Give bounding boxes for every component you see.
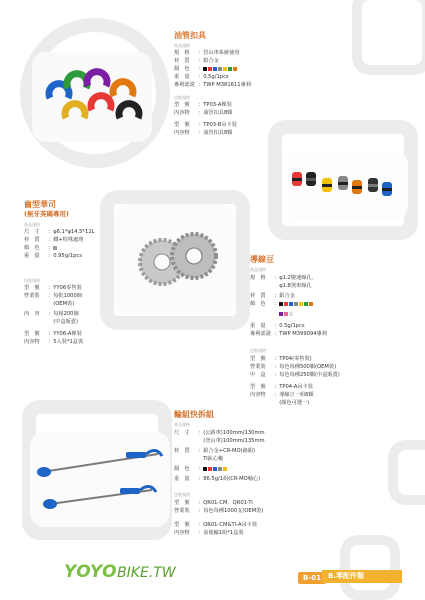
spec-value: ：86.5g/1組(CR-MO軸心)	[198, 476, 261, 482]
spec-value: ：	[198, 466, 204, 472]
pack-row	[250, 372, 340, 379]
pack-key: 型 號	[24, 285, 40, 291]
bead-spec-title: 產品規格	[250, 267, 266, 272]
pack-value: ：油管扣具8顆	[198, 110, 233, 116]
skewer-spec-title: 產品規格	[174, 422, 190, 427]
spec-value: ：φ1.2變速線孔、	[274, 275, 317, 281]
spec-row	[24, 229, 95, 236]
spec-row	[174, 456, 223, 463]
spec-row	[24, 237, 83, 244]
clamp-orange	[113, 82, 133, 96]
pack-key: 型 號	[174, 102, 190, 108]
color-swatch	[213, 67, 217, 71]
spec-key: 材 質	[24, 237, 40, 243]
color-swatch	[309, 302, 313, 306]
color-swatch	[203, 67, 207, 71]
brand-bike: BIKE.TW	[117, 565, 176, 581]
pack-key: 內容物	[174, 110, 190, 116]
pack-value: ：TP03-A裸裝	[198, 102, 232, 108]
spec-key: 顏 色	[24, 245, 40, 251]
clamp-spec-title: 產品規格	[174, 43, 190, 48]
spec-key: 重 量	[250, 323, 266, 329]
pack-value: ：每色每種500顆(OEM裝)	[274, 364, 337, 370]
pack-value: ：5入裝*1盒裝	[48, 339, 84, 345]
pack-row	[24, 293, 82, 300]
deco-square-right	[388, 440, 425, 505]
spec-row	[250, 331, 327, 338]
clamp-title: 油管扣具	[174, 31, 206, 40]
clamp-black	[119, 104, 139, 118]
color-swatch	[289, 312, 293, 316]
color-swatch	[208, 67, 212, 71]
color-swatch	[208, 467, 212, 471]
color-swatch	[294, 302, 298, 306]
color-swatch	[223, 67, 227, 71]
spec-key: 重 量	[174, 476, 190, 482]
spec-value: ：TWP M399094專利	[274, 331, 327, 337]
brand-logo	[64, 562, 176, 582]
washer-pack-title: 包裝規格	[24, 278, 40, 283]
pack-key: 型 號	[174, 122, 190, 128]
spec-row	[174, 74, 229, 81]
color-swatches	[203, 66, 238, 72]
bead-yellow	[322, 178, 332, 192]
clamp-purple	[87, 72, 107, 86]
spec-key: 尺 寸	[24, 229, 40, 235]
clamp-pack-title: 包裝規格	[174, 95, 190, 100]
spec-value: ：0.5g/1pcs	[274, 323, 305, 329]
bead-gray	[338, 176, 348, 190]
spec-value: ：	[198, 66, 204, 72]
spec-value: ：φ6.1*φ14.5*12L	[48, 229, 95, 235]
spec-value: ：鋁合金	[274, 293, 295, 299]
pack-row	[24, 339, 83, 346]
color-swatch	[279, 312, 283, 316]
pack-row	[24, 301, 74, 308]
pack-key: 內容物	[174, 130, 190, 136]
pack-row	[174, 130, 232, 137]
spec-key: 重 量	[174, 74, 190, 80]
pack-row	[24, 319, 78, 326]
spec-key: 規 格	[250, 275, 266, 281]
pack-row	[174, 500, 253, 507]
pack-value: ：TP04(零售裝)	[274, 356, 312, 362]
color-swatches	[279, 311, 294, 317]
spec-value: Ti鈦心軸	[198, 456, 224, 462]
pack-row	[250, 364, 336, 371]
color-swatch	[289, 302, 293, 306]
color-swatch	[213, 467, 217, 471]
color-swatch	[228, 67, 232, 71]
spec-row	[174, 448, 255, 455]
pack-key: 營業裝	[250, 364, 266, 370]
pack-value: ：前後輪1組*1盒裝	[198, 530, 244, 536]
pack-row	[24, 311, 79, 318]
brand-yoyo: YOYO	[64, 562, 118, 582]
skewer-long	[37, 450, 162, 477]
spec-key: 重 量	[24, 253, 40, 259]
washer-spec-title: 產品規格	[24, 222, 40, 227]
spec-row	[174, 430, 265, 437]
color-swatches	[53, 245, 58, 251]
pack-value: (顏色可選一)	[274, 400, 310, 406]
spec-value: ：鐵+特殊處理	[48, 237, 84, 243]
clamp-image	[32, 52, 152, 142]
deco-square-bottom	[340, 535, 400, 600]
spec-value: (登山車)100mm/135mm	[198, 438, 265, 444]
skewer-title: 輪組快拆組	[174, 410, 214, 419]
pack-value: ：QR01-CM&TI-A吊卡裝	[198, 522, 258, 528]
pack-row	[174, 530, 244, 537]
washer-title: 齒型華司	[24, 200, 56, 209]
spec-row	[174, 476, 260, 483]
pack-key: 內容物	[174, 530, 190, 536]
pack-value: ：油管扣具8顆	[198, 130, 233, 136]
pack-key: 型 號	[174, 522, 190, 528]
spec-value: ：TWP M381611專利	[198, 82, 251, 88]
spec-key: 專利認證	[250, 331, 271, 337]
pack-value: ：每批1000個	[48, 293, 82, 299]
skewer-photo	[30, 432, 170, 527]
pack-row	[174, 508, 263, 515]
pack-value: (中盒販賣)	[48, 319, 78, 325]
spec-row	[174, 466, 228, 473]
spec-value: φ1.8煞車線孔	[274, 283, 312, 289]
pack-value: ：YY06-A裸裝	[48, 331, 82, 337]
color-swatch	[218, 67, 222, 71]
pack-key: 型 號	[250, 384, 266, 390]
color-swatch	[284, 312, 288, 316]
pack-key: 內 容	[24, 311, 40, 317]
clamp-photo	[32, 52, 152, 142]
spec-row	[174, 58, 219, 65]
spec-key: 顏 色	[174, 466, 190, 472]
spec-row	[250, 311, 294, 318]
spec-row	[174, 438, 265, 445]
pack-key: 中 盒	[250, 372, 266, 378]
pack-row	[24, 285, 82, 292]
spec-value: ：	[48, 245, 54, 251]
washer-subtitle: (無牙英碼專用)	[24, 210, 69, 218]
pack-value: ：QR01-CM、QR01-Ti	[198, 500, 253, 506]
bead-orange	[352, 180, 362, 194]
spec-value: ：0.95g/1pcs	[48, 253, 82, 259]
color-swatch	[279, 302, 283, 306]
color-swatches	[203, 466, 228, 472]
color-swatch	[299, 302, 303, 306]
spec-row	[250, 301, 314, 308]
pack-row	[250, 392, 314, 399]
spec-key: 專利認證	[174, 82, 195, 88]
spec-row	[174, 50, 240, 57]
pack-row	[24, 331, 82, 338]
pack-row	[174, 122, 237, 129]
pack-key: 營業裝	[24, 293, 40, 299]
pack-row	[174, 522, 257, 529]
pack-value: ：導線豆一組6顆	[274, 392, 314, 398]
spec-value: ：鋁合金+CR-MO(鉻鉬)	[198, 448, 255, 454]
pack-row	[174, 110, 232, 117]
color-swatch	[233, 67, 237, 71]
spec-key: 尺 寸	[174, 430, 190, 436]
pack-key: 內容物	[250, 392, 266, 398]
color-swatches	[279, 301, 314, 307]
spec-value: ：鋁合金	[198, 58, 219, 64]
washer-right	[172, 234, 216, 278]
clamp-gold	[65, 104, 85, 118]
spec-row	[174, 66, 238, 73]
pack-row	[250, 356, 312, 363]
spec-key: 材 質	[250, 293, 266, 299]
bead-photo	[282, 150, 408, 220]
color-swatch	[53, 246, 57, 250]
bead-blue	[382, 182, 392, 196]
pack-key: 內容物	[24, 339, 40, 345]
clamp-red	[91, 96, 111, 110]
pack-row	[250, 400, 309, 407]
bead-black	[306, 172, 316, 186]
spec-value: ：0.5g/1pcs	[198, 74, 229, 80]
pack-value: ：YY06零售裝	[48, 285, 82, 291]
pack-value: ：每色每種1000支(OEM裝)	[198, 508, 264, 514]
page-code: B-01	[298, 572, 326, 584]
washer-photo	[114, 204, 236, 314]
spec-row	[250, 283, 312, 290]
color-swatch	[203, 467, 207, 471]
spec-row	[174, 82, 251, 89]
skewer-image	[30, 432, 170, 527]
pack-value: ：TP03-B吊卡裝	[198, 122, 237, 128]
bead-red	[292, 172, 302, 186]
bead-dark	[368, 178, 378, 192]
color-swatch	[218, 467, 222, 471]
pack-key: 營業裝	[174, 508, 190, 514]
pack-key: 型 號	[250, 356, 266, 362]
color-swatch	[223, 467, 227, 471]
spec-value: ：管山車系統使用	[198, 50, 240, 56]
spec-key: 材 質	[174, 448, 190, 454]
washer-image	[114, 204, 236, 314]
skewer-short	[43, 486, 156, 509]
pack-value: ：每箱200個	[48, 311, 79, 317]
deco-square-top-right	[352, 0, 425, 75]
pack-key: 型 號	[24, 331, 40, 337]
spec-row	[24, 245, 58, 252]
skewer-pack-title: 包裝規格	[174, 492, 190, 497]
section-label: B.零配件類	[322, 570, 402, 583]
bead-title: 導線豆	[250, 255, 274, 264]
pack-value: ：TP04-A吊卡裝	[274, 384, 313, 390]
pack-value: (OEM裝)	[48, 301, 75, 307]
spec-key: 材 質	[174, 58, 190, 64]
bead-pack-title: 包裝規格	[250, 348, 266, 353]
color-swatch	[304, 302, 308, 306]
spec-key: 顏 色	[174, 66, 190, 72]
spec-value: ：(公路車)100mm/130mm	[198, 430, 265, 436]
pack-row	[250, 384, 313, 391]
spec-row	[250, 293, 295, 300]
spec-row	[250, 275, 317, 282]
spec-row	[24, 253, 82, 260]
spec-key: 規 格	[174, 50, 190, 56]
bead-image	[282, 150, 408, 220]
pack-key: 型 號	[174, 500, 190, 506]
spec-value: ：	[274, 301, 280, 307]
color-swatch	[284, 302, 288, 306]
spec-key: 顏 色	[250, 301, 266, 307]
spec-row	[250, 323, 305, 330]
pack-value: ：每色每種250顆(中盒販賣)	[274, 372, 340, 378]
pack-row	[174, 102, 232, 109]
